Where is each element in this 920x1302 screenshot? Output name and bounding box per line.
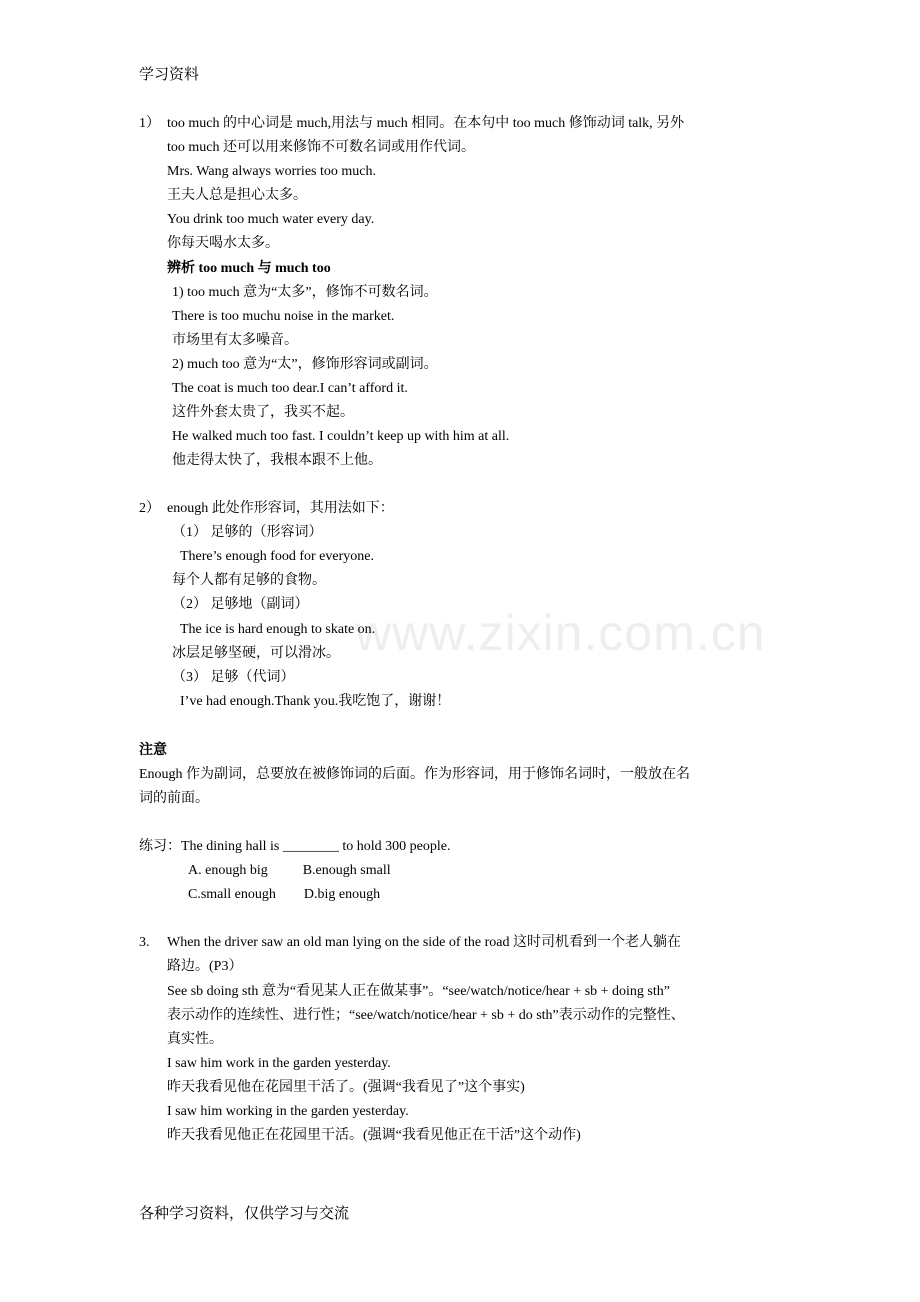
section-1-example-1-en: Mrs. Wang always worries too much. (167, 164, 376, 179)
exercise-options-row-2: C.small enough D.big enough (188, 887, 381, 902)
section-1-example-2-zh: 你每天喝水太多。 (167, 236, 279, 251)
section-1-example-2-en: You drink too much water every day. (167, 212, 375, 227)
exercise-question: 练习：The dining hall is ________ to hold 300 people. (139, 839, 451, 854)
section-2-intro: enough 此处作形容词，其用法如下： (167, 501, 394, 516)
section-3-example-1-zh: 昨天我看见他在花园里干活了。(强调“我看见了”这个事实) (167, 1080, 525, 1095)
note-line-2: 词的前面。 (139, 791, 209, 806)
section-2-point-2-en: The ice is hard enough to skate on. (180, 622, 376, 637)
section-2-point-1-en: There’s enough food for everyone. (180, 549, 374, 564)
page-footer: 各种学习资料，仅供学习与交流 (139, 1206, 350, 1222)
section-2-number: 2） (139, 501, 160, 516)
section-1-number: 1） (139, 116, 160, 131)
section-1-sub-1-zh: 市场里有太多噪音。 (172, 333, 298, 348)
watermark: www.zixin.com.cn (355, 605, 766, 661)
section-3-line-3: See sb doing sth 意为“看见某人正在做某事”。“see/watch/notice/hear + sb + doing sth” (167, 984, 670, 999)
section-1-sub-2-en-1: The coat is much too dear.I can’t afford it. (172, 381, 408, 396)
section-1-sub-2: 2) much too 意为“太”，修饰形容词或副词。 (172, 357, 438, 372)
section-3-number: 3. (139, 935, 150, 950)
section-3-example-2-en: I saw him working in the garden yesterday. (167, 1104, 409, 1119)
section-2-point-2-zh: 冰层足够坚硬，可以滑冰。 (172, 646, 340, 661)
section-3-line-1: When the driver saw an old man lying on the side of the road 这时司机看到一个老人躺在 (167, 935, 682, 950)
section-1-compare-title: 辨析 too much 与 much too (167, 261, 331, 276)
section-2-point-3: （3） 足够（代词） (172, 670, 295, 685)
section-1-sub-2-zh-2: 他走得太快了，我根本跟不上他。 (172, 453, 382, 468)
section-1-intro-line-2: too much 还可以用来修饰不可数名词或用作代词。 (167, 140, 475, 155)
section-3-line-5: 真实性。 (167, 1032, 223, 1047)
section-1-sub-1-en: There is too muchu noise in the market. (172, 309, 395, 324)
section-3-example-2-zh: 昨天我看见他正在花园里干活。(强调“我看见他正在干活”这个动作) (167, 1128, 581, 1143)
note-title: 注意 (139, 743, 167, 758)
section-1-example-1-zh: 王夫人总是担心太多。 (167, 188, 307, 203)
note-line-1: Enough 作为副词，总要放在被修饰词的后面。作为形容词，用于修饰名词时，一般放在名 (139, 767, 691, 782)
exercise-options-row-1: A. enough big B.enough small (188, 863, 391, 878)
page-header: 学习资料 (139, 67, 200, 83)
section-2-point-1: （1） 足够的（形容词） (172, 525, 323, 540)
section-1-sub-2-en-2: He walked much too fast. I couldn’t keep up with him at all. (172, 429, 510, 444)
section-3-line-4: 表示动作的连续性、进行性；“see/watch/notice/hear + sb + do sth”表示动作的完整性、 (167, 1008, 685, 1023)
section-1-sub-2-zh-1: 这件外套太贵了，我买不起。 (172, 405, 354, 420)
section-2-point-1-zh: 每个人都有足够的食物。 (172, 573, 326, 588)
section-1-sub-1: 1) too much 意为“太多”，修饰不可数名词。 (172, 285, 438, 300)
section-3-line-2: 路边。(P3） (167, 959, 243, 974)
section-3-example-1-en: I saw him work in the garden yesterday. (167, 1056, 391, 1071)
section-2-point-2: （2） 足够地（副词） (172, 597, 309, 612)
section-2-point-3-en: I’ve had enough.Thank you.我吃饱了，谢谢！ (180, 694, 451, 709)
section-1-intro-line-1: too much 的中心词是 much,用法与 much 相同。在本句中 too much 修饰动词 talk, 另外 (167, 116, 685, 131)
